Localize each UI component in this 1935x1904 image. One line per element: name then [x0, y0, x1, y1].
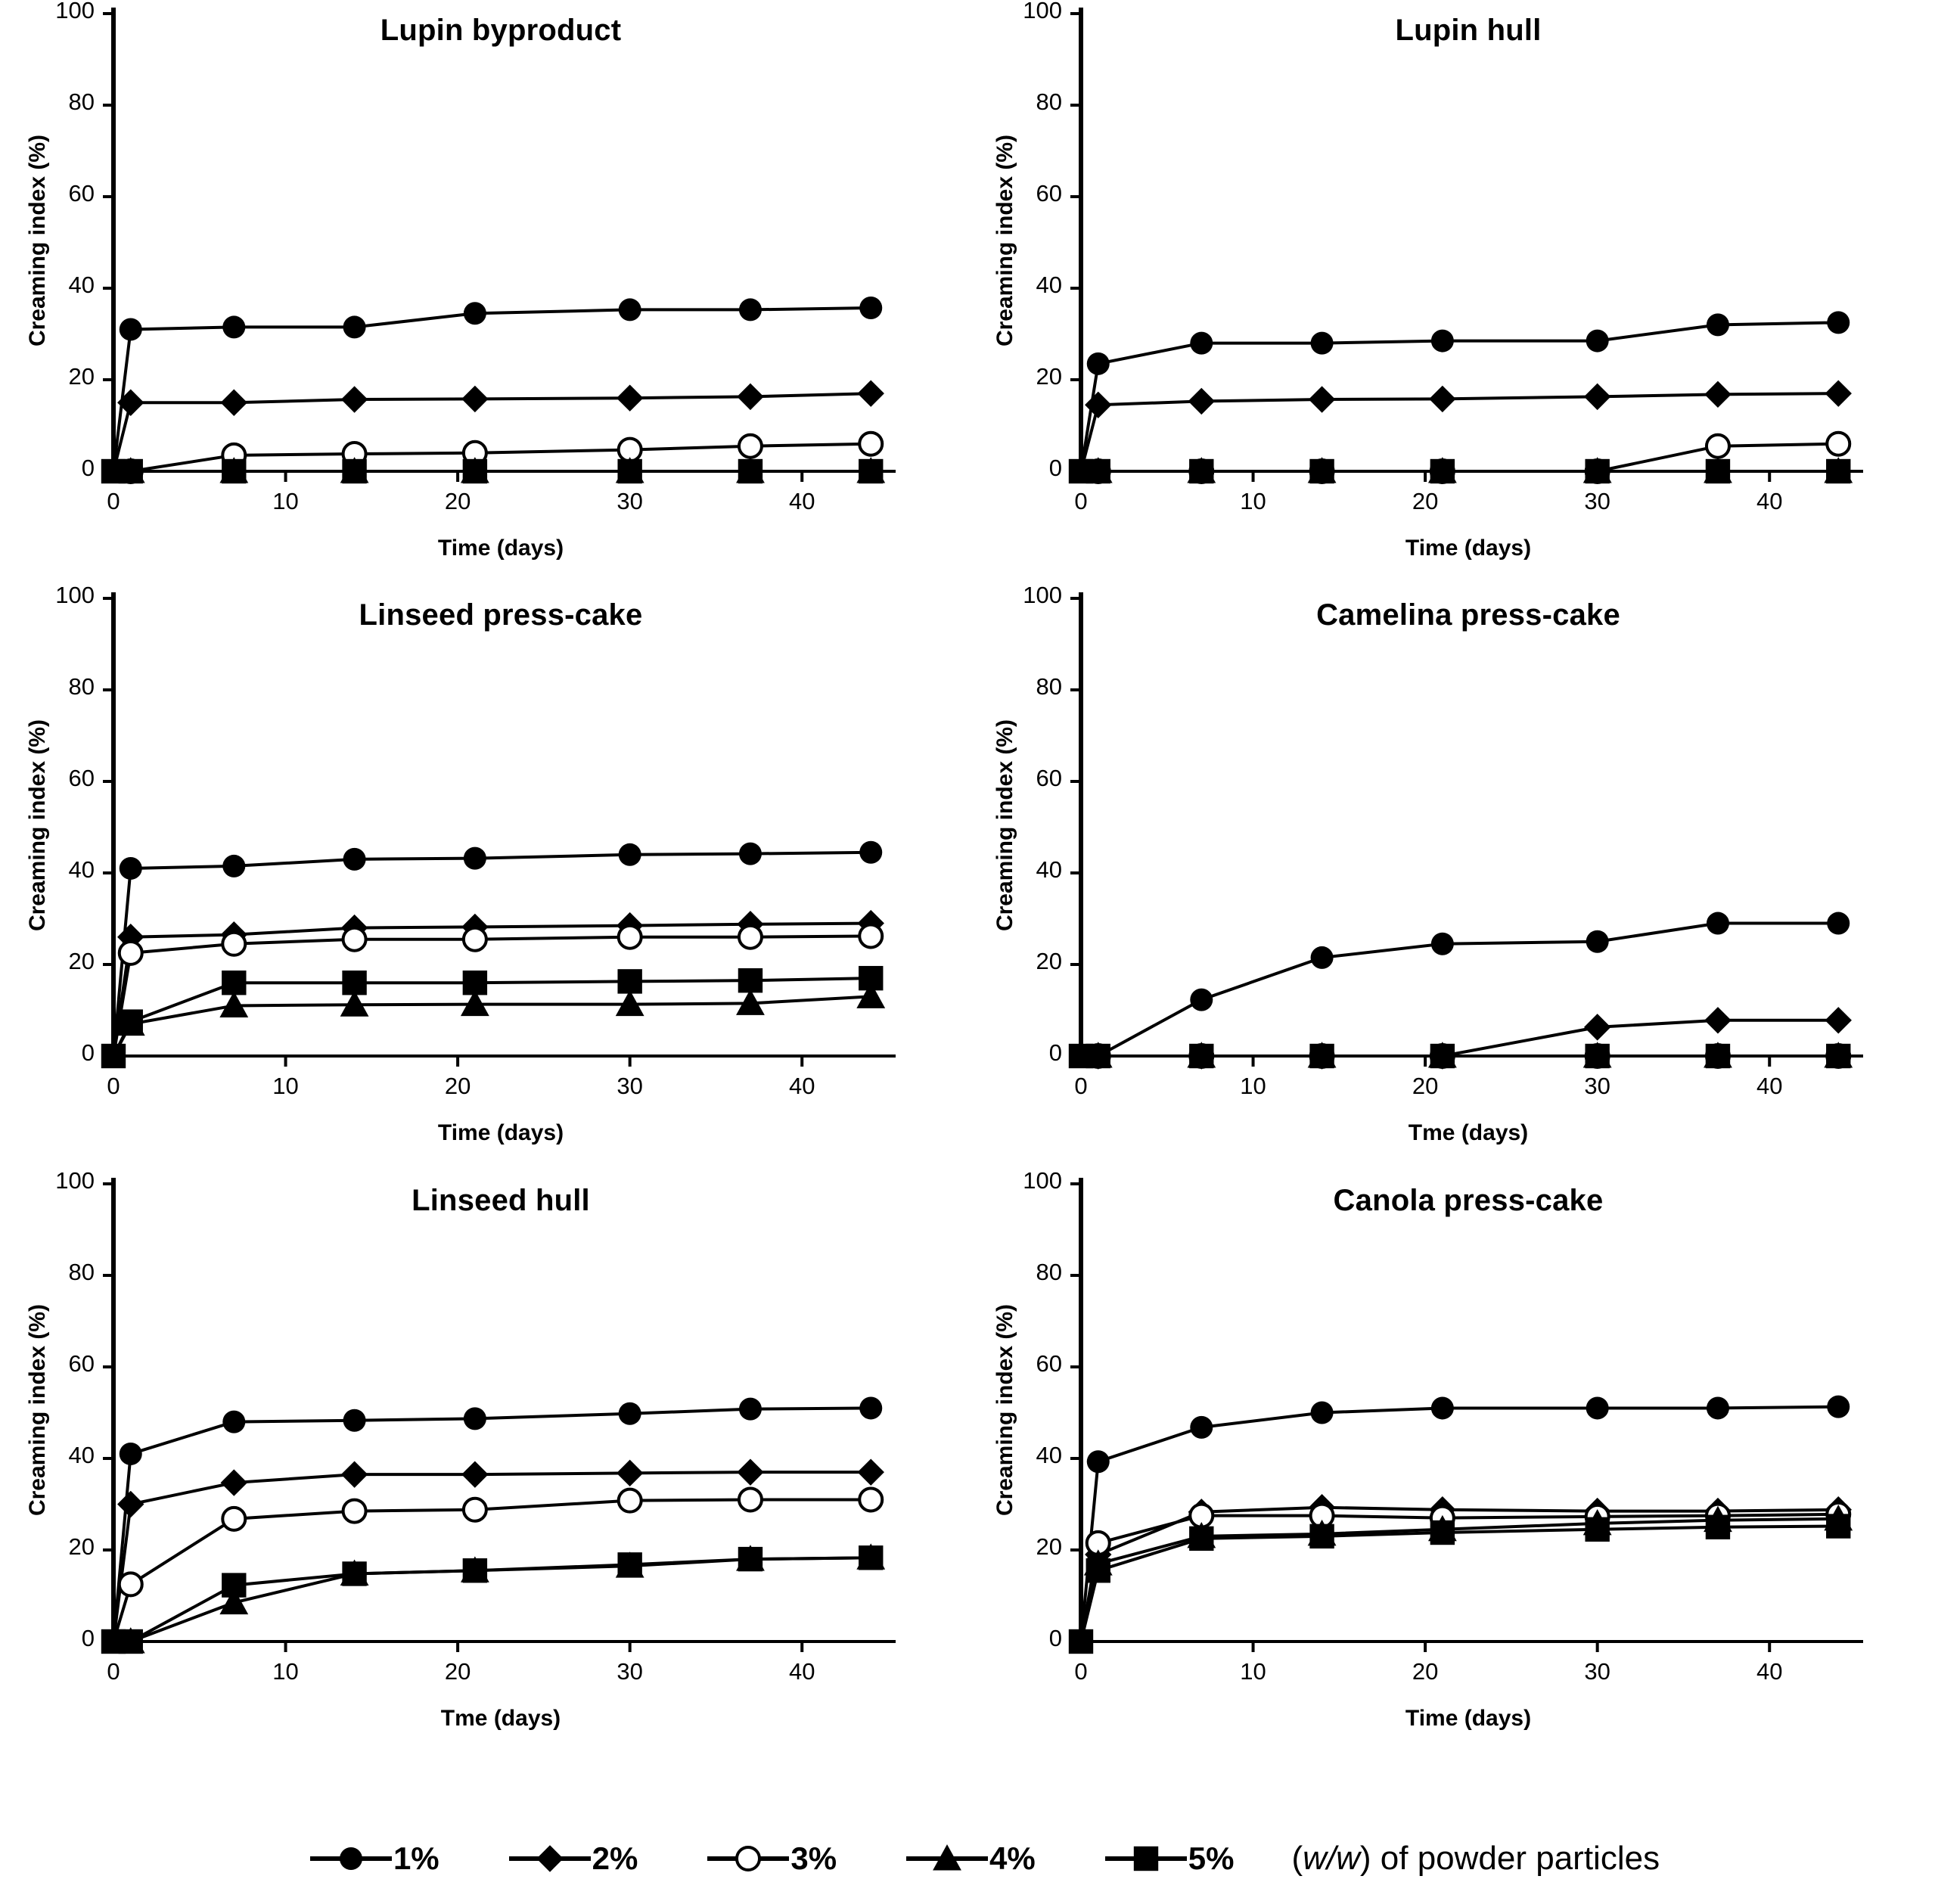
origin-markers	[101, 459, 126, 483]
plot-area	[968, 585, 1935, 1169]
plot-area	[968, 0, 1935, 585]
legend-marker-filled-diamond	[509, 1839, 591, 1878]
plot-area	[0, 1170, 968, 1755]
x-tick-label: 40	[1756, 488, 1783, 514]
y-tick-label: 60	[1036, 180, 1062, 207]
chart-title: Linseed press-cake	[359, 598, 643, 632]
legend-marker-filled-triangle	[906, 1839, 988, 1878]
x-tick-label: 0	[1074, 1073, 1088, 1100]
y-tick-label: 80	[68, 1258, 95, 1285]
chart-panel	[0, 1166, 968, 1755]
x-tick-label: 10	[272, 1657, 299, 1685]
figure-legend	[0, 1839, 1935, 1878]
y-tick-label: 60	[68, 180, 95, 207]
chart-title: Linseed hull	[412, 1183, 590, 1217]
x-tick-label: 40	[788, 1073, 815, 1100]
x-tick-label: 30	[617, 488, 643, 514]
y-tick-label: 20	[1036, 948, 1062, 975]
x-tick-label: 10	[272, 1073, 299, 1100]
x-tick-label: 0	[107, 1657, 120, 1685]
y-tick-label: 20	[68, 948, 95, 975]
origin-markers	[1069, 1629, 1093, 1653]
y-tick-label: 100	[55, 1166, 95, 1194]
y-axis-label: Creaming index (%)	[992, 1304, 1017, 1517]
series-5pct	[1081, 459, 1850, 483]
y-tick-label: 40	[1036, 856, 1062, 884]
x-axis-label: Time (days)	[1405, 1705, 1532, 1731]
y-tick-label: 40	[1036, 1441, 1062, 1468]
x-tick-label: 30	[617, 1073, 643, 1100]
legend-marker-filled-circle	[310, 1839, 392, 1878]
x-tick-label: 0	[107, 488, 120, 514]
x-tick-label: 0	[1074, 1657, 1088, 1685]
y-tick-label: 80	[1036, 1258, 1062, 1285]
y-tick-label: 60	[1036, 765, 1062, 792]
legend-note-prefix: (	[1291, 1840, 1303, 1877]
chart-title: Canola press-cake	[1333, 1183, 1604, 1217]
x-axis-label: Time (days)	[437, 1120, 564, 1146]
x-tick-label: 10	[1240, 488, 1266, 514]
plot-area	[968, 1170, 1935, 1755]
plot-area	[0, 0, 968, 585]
y-tick-label: 0	[1048, 1624, 1062, 1651]
y-tick-label: 0	[1048, 1039, 1062, 1067]
y-axis-label: Creaming index (%)	[25, 719, 50, 931]
legend-marker-open-circle	[707, 1839, 789, 1878]
legend-item-label: 1%	[393, 1840, 439, 1876]
y-tick-label: 40	[68, 1441, 95, 1468]
x-axis-label: Time (days)	[1405, 536, 1532, 561]
x-tick-label: 20	[1412, 1657, 1439, 1685]
x-tick-label: 0	[1074, 488, 1088, 514]
legend-item	[509, 1839, 638, 1878]
chart-title: Lupin hull	[1395, 14, 1542, 47]
legend-item-label: 5%	[1188, 1840, 1235, 1876]
chart-panel	[0, 0, 968, 585]
y-tick-label: 100	[55, 582, 95, 609]
legend-item	[906, 1839, 1036, 1878]
chart-panel	[968, 0, 1935, 585]
y-tick-label: 20	[68, 363, 95, 390]
series-5pct	[1081, 1044, 1850, 1068]
origin-markers	[1069, 1044, 1093, 1068]
chart-title: Lupin byproduct	[380, 14, 622, 47]
x-tick-label: 20	[1412, 1073, 1439, 1100]
x-tick-label: 40	[1756, 1073, 1783, 1100]
y-tick-label: 100	[1023, 0, 1062, 23]
y-tick-label: 0	[81, 1039, 95, 1067]
series-3pct	[1081, 1502, 1850, 1641]
series-5pct	[113, 459, 883, 483]
y-tick-label: 20	[1036, 1533, 1062, 1560]
legend-item-label: 4%	[989, 1840, 1036, 1876]
origin-markers	[101, 1629, 126, 1653]
legend-item-label: 3%	[790, 1840, 837, 1876]
legend-item	[1105, 1839, 1235, 1878]
y-tick-label: 100	[1023, 582, 1062, 609]
x-tick-label: 20	[1412, 488, 1439, 514]
legend-item	[310, 1839, 439, 1878]
y-tick-label: 0	[81, 1624, 95, 1651]
y-axis-label: Creaming index (%)	[25, 134, 50, 346]
y-axis-label: Creaming index (%)	[992, 719, 1017, 931]
x-axis-label: Tme (days)	[440, 1705, 561, 1731]
origin-markers	[101, 1044, 126, 1068]
x-tick-label: 40	[788, 488, 815, 514]
y-tick-label: 100	[1023, 1166, 1062, 1194]
chart-panel	[968, 1166, 1935, 1755]
x-tick-label: 20	[444, 1073, 471, 1100]
chart-panel	[0, 582, 968, 1169]
y-tick-label: 80	[1036, 89, 1062, 115]
legend-note-suffix: ) of powder particles	[1359, 1840, 1660, 1877]
y-tick-label: 0	[1048, 455, 1062, 481]
x-tick-label: 30	[1584, 1073, 1610, 1100]
legend-item	[707, 1839, 837, 1878]
legend-note	[1291, 1840, 1660, 1878]
x-tick-label: 30	[617, 1657, 643, 1685]
chart-title: Camelina press-cake	[1316, 598, 1620, 632]
y-tick-label: 60	[68, 1350, 95, 1377]
x-tick-label: 30	[1584, 1657, 1610, 1685]
series-3pct	[113, 1488, 882, 1642]
legend-marker-filled-square	[1105, 1839, 1187, 1878]
y-tick-label: 80	[68, 89, 95, 115]
y-tick-label: 40	[68, 272, 95, 298]
y-tick-label: 20	[68, 1533, 95, 1560]
plot-area	[0, 585, 968, 1169]
x-tick-label: 0	[107, 1073, 120, 1100]
x-tick-label: 30	[1584, 488, 1610, 514]
y-tick-label: 60	[1036, 1350, 1062, 1377]
y-tick-label: 60	[68, 765, 95, 792]
x-axis-label: Tme (days)	[1408, 1120, 1529, 1146]
origin-markers	[1069, 459, 1093, 483]
series-2pct	[1081, 380, 1852, 471]
x-axis-label: Time (days)	[437, 536, 564, 561]
y-tick-label: 100	[55, 0, 95, 23]
legend-note-italic: w/w	[1303, 1840, 1360, 1877]
y-tick-label: 80	[68, 673, 95, 700]
y-tick-label: 0	[81, 455, 95, 481]
x-tick-label: 40	[1756, 1657, 1783, 1685]
x-tick-label: 20	[444, 1657, 471, 1685]
y-tick-label: 40	[68, 856, 95, 884]
x-tick-label: 10	[272, 488, 299, 514]
x-tick-label: 40	[788, 1657, 815, 1685]
series-5pct	[1081, 1514, 1850, 1642]
x-tick-label: 20	[444, 488, 471, 514]
x-tick-label: 10	[1240, 1073, 1266, 1100]
chart-panel	[968, 582, 1935, 1169]
y-tick-label: 80	[1036, 673, 1062, 700]
x-tick-label: 10	[1240, 1657, 1266, 1685]
legend-item-label: 2%	[592, 1840, 638, 1876]
y-axis-label: Creaming index (%)	[992, 134, 1017, 346]
y-tick-label: 40	[1036, 272, 1062, 298]
y-axis-label: Creaming index (%)	[25, 1304, 50, 1517]
y-tick-label: 20	[1036, 363, 1062, 390]
